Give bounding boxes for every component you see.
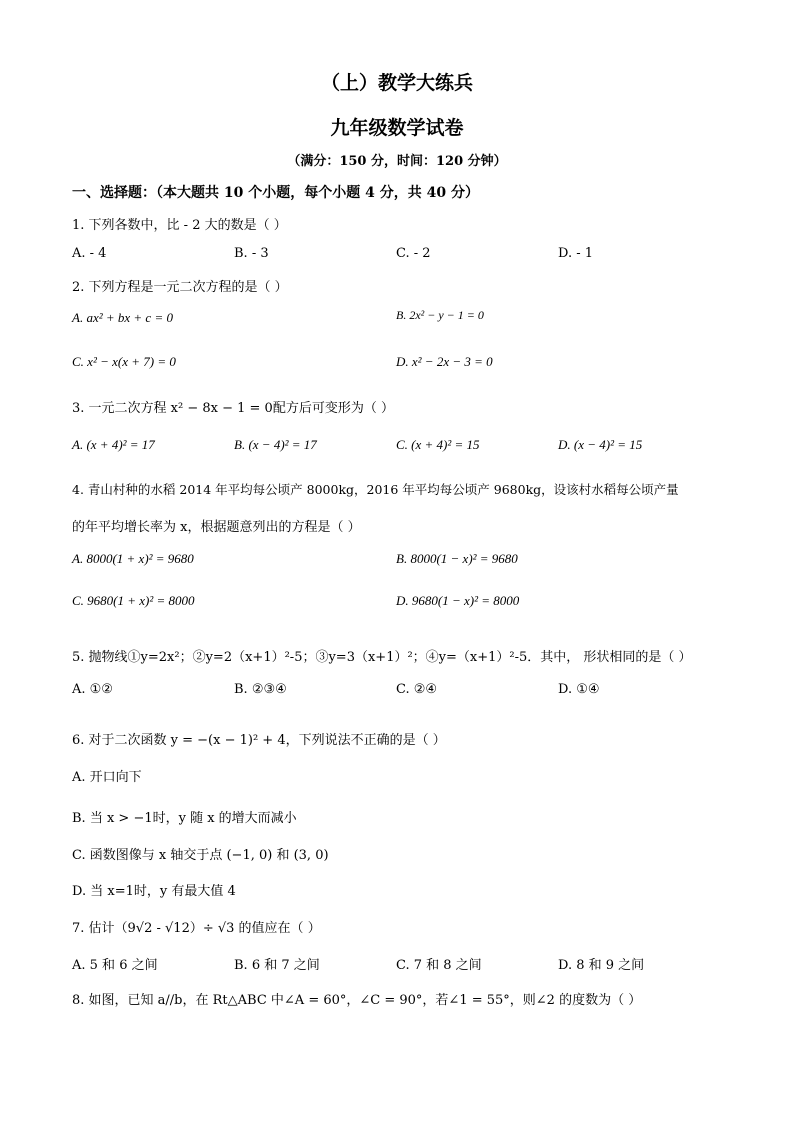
section-heading: 一、选择题：（本大题共 10 个小题，每个小题 4 分，共 40 分）: [72, 185, 479, 201]
q5-option-c: C. ②④: [396, 682, 438, 697]
q2-option-d: D. x² − 2x − 3 = 0: [396, 354, 493, 369]
q2-option-b: B. 2x² − y − 1 = 0: [396, 308, 484, 322]
q5-option-b: B. ②③④: [234, 682, 287, 697]
q7-option-c: C. 7 和 8 之间: [396, 958, 482, 973]
q3-option-c: C. (x + 4)² = 15: [396, 437, 480, 452]
q5-option-a: A. ①②: [72, 682, 113, 697]
q6-option-b: B. 当 x > −1时，y 随 x 的增大而减小: [72, 811, 297, 826]
q7-option-d: D. 8 和 9 之间: [558, 958, 645, 973]
question-2-stem: 2. 下列方程是一元二次方程的是（ ）: [72, 280, 288, 295]
exam-title-2: 九年级数学试卷: [330, 117, 464, 139]
question-1-stem: 1. 下列各数中，比 - 2 大的数是（ ）: [72, 218, 287, 233]
q1-option-c: C. - 2: [396, 246, 431, 261]
q1-option-d: D. - 1: [558, 246, 594, 261]
question-3-stem: 3. 一元二次方程 x² − 8x − 1 = 0配方后可变形为（ ）: [72, 401, 394, 416]
question-4-stem-line2: 的年平均增长率为 x，根据题意列出的方程是（ ）: [72, 520, 361, 535]
q3-option-b: B. (x − 4)² = 17: [234, 437, 317, 452]
question-6-stem: 6. 对于二次函数 y = −(x − 1)² + 4，下列说法不正确的是（ ）: [72, 733, 446, 748]
q4-option-d: D. 9680(1 − x)² = 8000: [396, 593, 520, 608]
q7-option-b: B. 6 和 7 之间: [234, 958, 320, 973]
question-4-stem-line1: 4. 青山村种的水稻 2014 年平均每公顷产 8000kg，2016 年平均每公顷产 9680kg，设该村水稻每公顷产量: [72, 482, 679, 497]
exam-meta: （满分：150 分，时间：120 分钟）: [287, 154, 507, 169]
q3-option-d: D. (x − 4)² = 15: [558, 437, 643, 452]
q6-option-d: D. 当 x=1时，y 有最大值 4: [72, 884, 236, 899]
question-8-stem: 8. 如图，已知 a//b，在 Rt△ABC 中∠A = 60°，∠C = 90°，若∠1 = 55°，则∠2 的度数为（ ）: [72, 993, 642, 1008]
question-7-stem: 7. 估计（9√2 - √12）÷ √3 的值应在（ ）: [72, 921, 321, 936]
q6-option-a: A. 开口向下: [72, 770, 142, 785]
q7-option-a: A. 5 和 6 之间: [72, 958, 158, 973]
question-5-stem: 5. 抛物线①y=2x²；②y=2（x+1）²-5；③y=3（x+1）²；④y=（x+1）²-5．其中， 形状相同的是（ ）: [72, 650, 692, 665]
q1-option-b: B. - 3: [234, 246, 269, 261]
q4-option-c: C. 9680(1 + x)² = 8000: [72, 593, 195, 608]
q2-option-a: A. ax² + bx + c = 0: [72, 310, 173, 325]
q4-option-b: B. 8000(1 − x)² = 9680: [396, 551, 518, 566]
q4-option-a: A. 8000(1 + x)² = 9680: [72, 551, 194, 566]
q3-option-a: A. (x + 4)² = 17: [72, 437, 155, 452]
q5-option-d: D. ①④: [558, 682, 600, 697]
exam-title-1: （上）教学大练兵: [320, 72, 473, 94]
q6-option-c: C. 函数图像与 x 轴交于点 (−1, 0) 和 (3, 0): [72, 848, 329, 863]
q2-option-c: C. x² − x(x + 7) = 0: [72, 354, 176, 369]
q1-option-a: A. - 4: [72, 246, 107, 261]
